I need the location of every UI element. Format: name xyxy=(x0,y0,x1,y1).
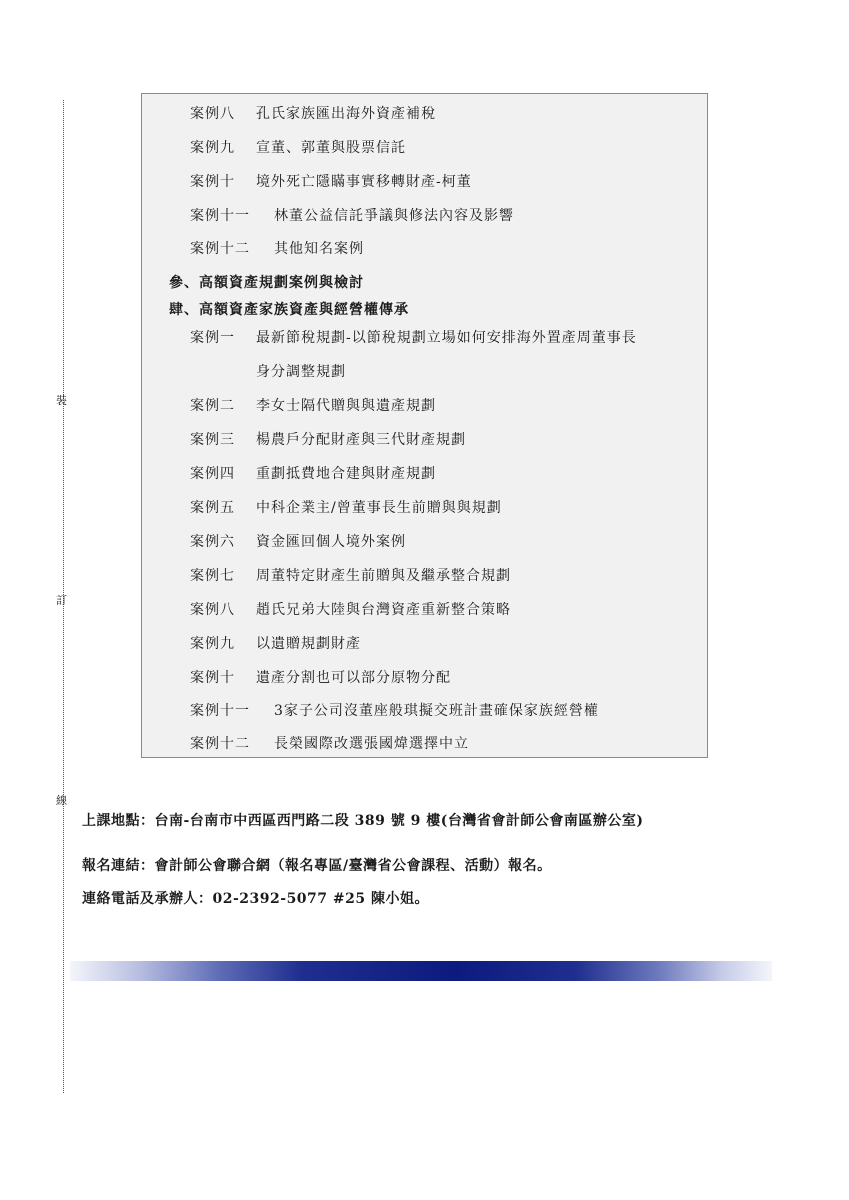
case-label: 案例九 xyxy=(190,636,235,652)
case-label: 案例一 xyxy=(190,330,235,346)
case-text: 其他知名案例 xyxy=(274,241,364,257)
case-text: 資金匯回個人境外案例 xyxy=(256,534,406,550)
case-text: 趙氏兄弟大陸與台灣資產重新整合策略 xyxy=(256,602,511,618)
case-text: 宣董、郭董與股票信託 xyxy=(256,140,406,156)
list-item xyxy=(190,599,511,619)
binding-mark-ding: 訂 xyxy=(56,594,67,607)
case-label: 案例十 xyxy=(190,174,235,190)
section-heading-4: 肆、高額資產家族資產與經營權傳承 xyxy=(169,302,409,318)
case-label: 案例二 xyxy=(190,398,235,414)
case-text: 遺產分割也可以部分原物分配 xyxy=(256,670,451,686)
list-item xyxy=(190,238,364,258)
list-item xyxy=(190,531,406,551)
case-label: 案例六 xyxy=(190,534,235,550)
case-label: 案例十一 xyxy=(190,208,250,224)
case-text: 中科企業主/曾董事長生前贈與與規劃 xyxy=(256,500,502,516)
list-item xyxy=(190,429,466,449)
case-label: 案例七 xyxy=(190,568,235,584)
list-item xyxy=(190,327,637,347)
case-label: 案例四 xyxy=(190,466,235,482)
list-item xyxy=(190,171,472,191)
list-item xyxy=(190,137,406,157)
list-item xyxy=(190,205,514,225)
section-heading-3: 參、高額資產規劃案例與檢討 xyxy=(169,275,364,291)
list-item xyxy=(190,733,469,753)
case-label: 案例三 xyxy=(190,432,235,448)
case-text: 長榮國際改選張國煒選擇中立 xyxy=(274,736,469,752)
list-item xyxy=(190,497,502,517)
case-text-continuation: 身分調整規劃 xyxy=(256,364,346,380)
case-text: 最新節稅規劃-以節稅規劃立場如何安排海外置產周董事長 xyxy=(256,330,637,346)
list-item xyxy=(190,463,436,483)
case-label: 案例九 xyxy=(190,140,235,156)
case-text: 重劃抵費地合建與財產規劃 xyxy=(256,466,436,482)
list-item xyxy=(190,667,451,687)
case-text: 孔氏家族匯出海外資產補稅 xyxy=(256,106,436,122)
case-label: 案例十一 xyxy=(190,703,250,719)
registration-link: 報名連結：會計師公會聯合網（報名專區/臺灣省公會課程、活動）報名。 xyxy=(82,858,552,874)
course-outline-box xyxy=(141,93,708,758)
list-item xyxy=(190,700,599,720)
case-label: 案例十二 xyxy=(190,736,250,752)
case-text: 境外死亡隱瞞事實移轉財產-柯董 xyxy=(256,174,472,190)
contact-info: 連絡電話及承辦人：02-2392-5077 #25 陳小姐。 xyxy=(82,891,429,907)
case-label: 案例八 xyxy=(190,106,235,122)
case-text: 李女士隔代贈與與遺產規劃 xyxy=(256,398,436,414)
course-location: 上課地點：台南-台南市中西區西門路二段 389 號 9 樓(台灣省會計師公會南區辦公室) xyxy=(82,813,644,829)
list-item xyxy=(190,103,436,123)
case-text: 楊農戶分配財產與三代財產規劃 xyxy=(256,432,466,448)
list-item xyxy=(190,395,436,415)
case-label: 案例十二 xyxy=(190,241,250,257)
case-text: 以遺贈規劃財產 xyxy=(256,636,361,652)
case-text: 3家子公司沒董座般琪擬交班計畫確保家族經營權 xyxy=(274,703,599,719)
case-text: 周董特定財產生前贈與及繼承整合規劃 xyxy=(256,568,511,584)
binding-mark-zhuang: 裝 xyxy=(56,394,67,407)
case-label: 案例十 xyxy=(190,670,235,686)
case-label: 案例五 xyxy=(190,500,235,516)
case-label: 案例八 xyxy=(190,602,235,618)
list-item xyxy=(190,633,361,653)
decorative-gradient-banner xyxy=(70,961,772,981)
case-text: 林董公益信託爭議與修法內容及影響 xyxy=(274,208,514,224)
list-item xyxy=(190,565,511,585)
binding-mark-xian: 線 xyxy=(56,794,67,807)
